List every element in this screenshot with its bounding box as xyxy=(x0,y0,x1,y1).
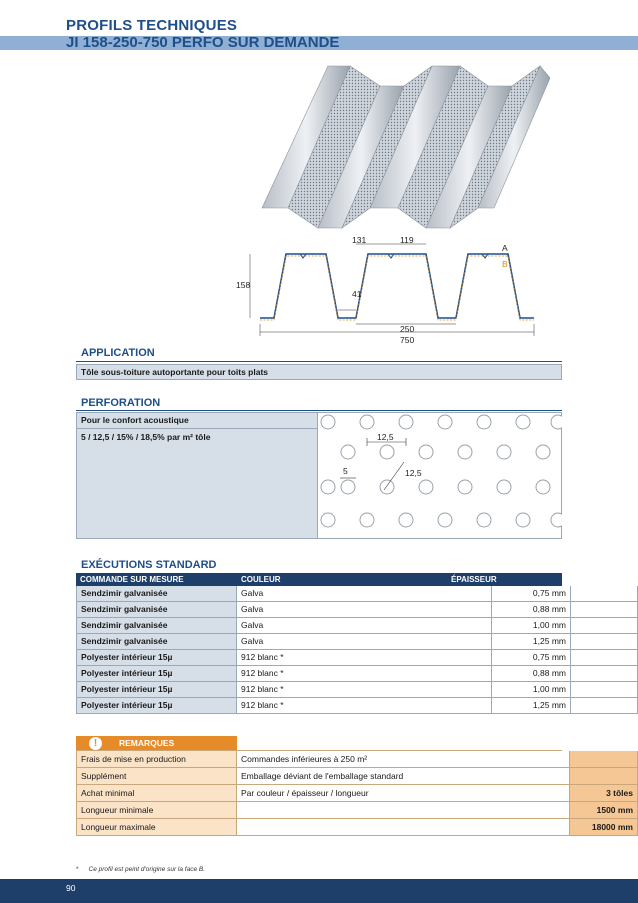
row-name: Polyester intérieur 15µ xyxy=(76,682,237,698)
remark-label: Longueur minimale xyxy=(76,802,237,819)
dim-131: 131 xyxy=(352,235,367,245)
exclamation-icon: ! xyxy=(89,737,102,750)
row-color: 912 blanc * xyxy=(237,698,492,714)
row-blank xyxy=(571,666,638,682)
remark-value: 18000 mm xyxy=(570,819,638,836)
remarks-row xyxy=(76,768,562,785)
dim-158: 158 xyxy=(236,280,251,290)
footnote-text: Ce profil est peint d'origine sur la face B. xyxy=(88,866,206,873)
table-row xyxy=(76,586,566,602)
row-color: Galva xyxy=(237,618,492,634)
remark-desc: Par couleur / épaisseur / longueur xyxy=(237,785,570,802)
perforation-info xyxy=(76,412,318,539)
footer-band xyxy=(0,879,638,903)
remark-value xyxy=(570,751,638,768)
profile-cross-section xyxy=(228,232,538,352)
row-name: Sendzimir galvanisée xyxy=(76,634,237,650)
remarks-label: REMARQUES xyxy=(119,738,175,748)
perforation-hole-pattern xyxy=(318,412,562,539)
table-row xyxy=(76,698,566,714)
remarks-row xyxy=(76,785,633,802)
remark-desc: Commandes inférieures à 250 m² xyxy=(237,751,570,768)
row-name: Sendzimir galvanisée xyxy=(76,602,237,618)
dim-250: 250 xyxy=(400,324,415,334)
col-thickness: ÉPAISSEUR xyxy=(451,575,497,584)
footnote-star: * xyxy=(76,866,79,873)
row-color: Galva xyxy=(237,586,492,602)
perf-dim-pitch: 12,5 xyxy=(377,432,394,442)
row-thickness: 1,00 mm xyxy=(492,618,571,634)
remarks-row xyxy=(76,751,562,768)
executions-heading: EXÉCUTIONS STANDARD xyxy=(81,559,217,571)
perf-dim-diameter: 5 xyxy=(343,466,348,476)
row-blank xyxy=(571,650,638,666)
row-thickness: 1,25 mm xyxy=(492,698,571,714)
row-thickness: 0,75 mm xyxy=(492,586,571,602)
footnote xyxy=(76,865,205,874)
product-sheet-illustration xyxy=(258,58,550,234)
row-thickness: 1,25 mm xyxy=(492,634,571,650)
row-name: Polyester intérieur 15µ xyxy=(76,650,237,666)
row-thickness: 1,00 mm xyxy=(492,682,571,698)
table-row xyxy=(76,666,566,682)
remark-label: Longueur maximale xyxy=(76,819,237,836)
page-number: 90 xyxy=(66,883,76,893)
table-row xyxy=(76,650,566,666)
row-thickness: 0,75 mm xyxy=(492,650,571,666)
remark-value: 3 tôles xyxy=(570,785,638,802)
face-b-label: B xyxy=(502,259,508,269)
perforation-divider xyxy=(76,410,562,411)
row-thickness: 0,88 mm xyxy=(492,602,571,618)
remark-desc xyxy=(237,819,570,836)
perf-dim-diagonal: 12,5 xyxy=(405,468,422,478)
dim-119: 119 xyxy=(400,235,414,245)
dim-41: 41 xyxy=(352,289,362,299)
perforation-heading: PERFORATION xyxy=(81,397,161,409)
remark-label: Frais de mise en production xyxy=(76,751,237,768)
row-color: Galva xyxy=(237,634,492,650)
row-blank xyxy=(571,682,638,698)
row-name: Sendzimir galvanisée xyxy=(76,618,237,634)
row-blank xyxy=(571,698,638,714)
executions-table-header xyxy=(76,573,562,586)
row-color: 912 blanc * xyxy=(237,666,492,682)
row-color: 912 blanc * xyxy=(237,682,492,698)
table-row xyxy=(76,602,566,618)
remark-desc xyxy=(237,802,570,819)
page-subtitle: JI 158-250-750 PERFO SUR DEMANDE xyxy=(66,34,340,51)
remarks-row xyxy=(76,819,633,836)
row-blank xyxy=(571,586,638,602)
row-color: 912 blanc * xyxy=(237,650,492,666)
row-thickness: 0,88 mm xyxy=(492,666,571,682)
remark-value xyxy=(570,768,638,785)
perforation-purpose: Pour le confort acoustique xyxy=(77,413,317,429)
table-row xyxy=(76,634,566,650)
remark-desc: Emballage déviant de l'emballage standard xyxy=(237,768,570,785)
remarks-badge xyxy=(76,736,237,751)
perforation-spec: 5 / 12,5 / 15% / 18,5% par m² tôle xyxy=(81,432,211,442)
face-a-label: A xyxy=(502,243,508,253)
table-row xyxy=(76,682,566,698)
row-color: Galva xyxy=(237,602,492,618)
row-name: Polyester intérieur 15µ xyxy=(76,698,237,714)
remarks-row xyxy=(76,802,633,819)
remark-label: Achat minimal xyxy=(76,785,237,802)
application-heading: APPLICATION xyxy=(81,347,155,359)
row-blank xyxy=(571,602,638,618)
remark-label: Supplément xyxy=(76,768,237,785)
col-order: COMMANDE SUR MESURE xyxy=(80,575,184,584)
row-blank xyxy=(571,634,638,650)
row-blank xyxy=(571,618,638,634)
application-divider xyxy=(76,361,562,362)
table-row xyxy=(76,618,566,634)
application-text: Tôle sous-toiture autoportante pour toits plats xyxy=(76,364,562,380)
page-title: PROFILS TECHNIQUES xyxy=(66,17,238,34)
remark-value: 1500 mm xyxy=(570,802,638,819)
dim-750: 750 xyxy=(400,335,415,345)
col-color: COULEUR xyxy=(241,575,281,584)
row-name: Polyester intérieur 15µ xyxy=(76,666,237,682)
row-name: Sendzimir galvanisée xyxy=(76,586,237,602)
